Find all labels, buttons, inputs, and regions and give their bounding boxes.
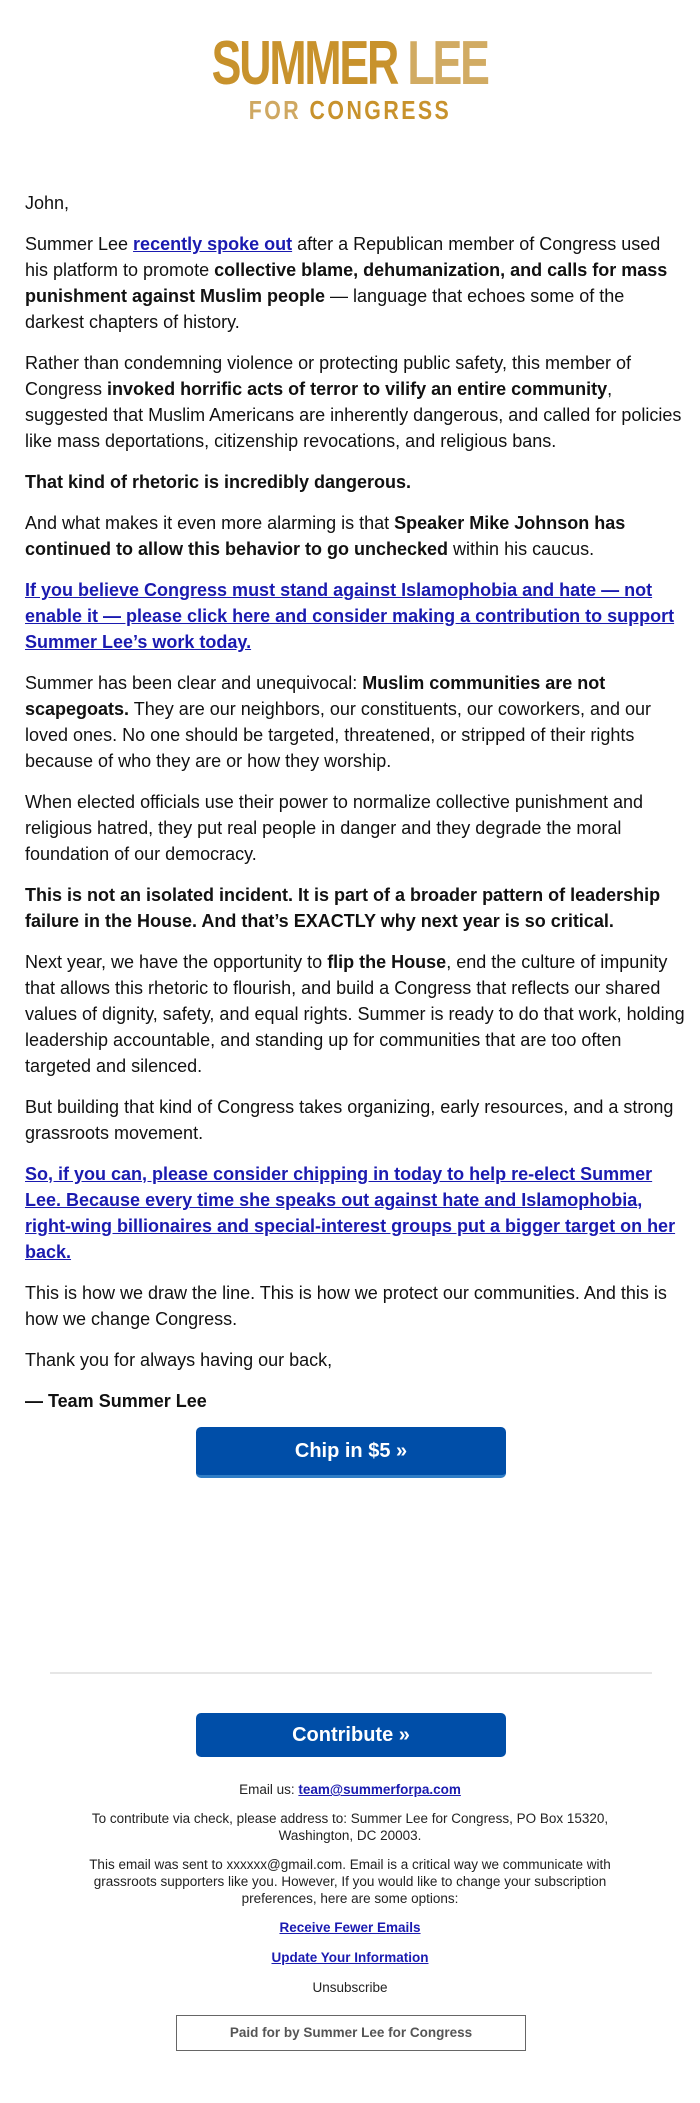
paragraph-1	[25, 231, 685, 335]
contribution-link[interactable]: If you believe Congress must stand against Islamophobia and hate — not enable it — please click here and consider making a contribution to support Summer Lee’s work today.	[25, 580, 675, 652]
text: Rather than condemning violence or protecting public safety, this member of Congress	[25, 353, 631, 399]
text: And what makes it even more alarming is that	[25, 513, 395, 533]
paragraph-13: Thank you for always having our back,	[25, 1350, 333, 1370]
bold-text: This is not an isolated incident. It is part of a broader pattern of leadership failure in the House. And that’s EXACTLY why next year is so critical.	[25, 885, 661, 931]
bold-text: Speaker Mike Johnson has continued to allow this behavior to go unchecked	[25, 513, 626, 559]
text: — language that echoes some of the darkest chapters of history.	[25, 286, 625, 332]
receive-fewer-emails-link[interactable]: Receive Fewer Emails	[279, 1920, 421, 1935]
fewer-emails-line	[70, 1919, 630, 1936]
logo-lee: LEE	[407, 29, 489, 98]
signature-text: — Team Summer Lee	[25, 1391, 207, 1411]
greeting: John,	[25, 193, 70, 213]
email-link[interactable]: team@summerforpa.com	[298, 1782, 461, 1797]
bold-text: invoked horrific acts of terror to vilify an entire community	[107, 379, 608, 399]
chip-in-link[interactable]: So, if you can, please consider chipping in today to help re-elect Summer Lee. Because every time she speaks out against hate and Islamophobia, right-wing billionaires and special-interest groups put a bigger target on her back.	[25, 1164, 676, 1262]
logo-for: FOR	[248, 95, 302, 125]
paragraph-2	[25, 350, 685, 454]
paragraph-4	[25, 510, 685, 562]
paragraph-12: This is how we draw the line. This is how we protect our communities. And this is how we change Congress.	[25, 1283, 667, 1329]
paragraph-5	[25, 577, 685, 655]
paragraph-9	[25, 949, 685, 1079]
text: Summer has been clear and unequivocal:	[25, 673, 363, 693]
paragraph-11	[25, 1161, 685, 1265]
contribute-button[interactable]: Contribute »	[196, 1713, 506, 1757]
chip-in-button[interactable]: Chip in $5 »	[196, 1427, 506, 1478]
update-information-link[interactable]: Update Your Information	[271, 1950, 429, 1965]
email-line	[70, 1781, 630, 1798]
check-address: To contribute via check, please address to: Summer Lee for Congress, PO Box 15320, Washington, DC 20003.	[91, 1811, 609, 1843]
text: , suggested that Muslim Americans are inherently dangerous, and called for policies like mass deportations, citizenship revocations, and religious bans.	[25, 379, 682, 451]
text: They are our neighbors, our constituents, our coworkers, and our loved ones. No one should be targeted, threatened, or stripped of their rights because of who they are or how they worship.	[25, 699, 651, 771]
email-label: Email us:	[239, 1782, 299, 1797]
divider	[50, 1672, 652, 1674]
paragraph-3	[25, 469, 685, 495]
bold-text: Muslim communities are not scapegoats.	[25, 673, 606, 719]
recently-spoke-out-link[interactable]: recently spoke out	[133, 234, 293, 254]
paragraph-10: But building that kind of Congress takes organizing, early resources, and a strong grassroots movement.	[25, 1097, 674, 1143]
update-info-line	[70, 1949, 630, 1966]
unsubscribe-link[interactable]: Unsubscribe	[312, 1980, 388, 1995]
paragraph-8	[25, 882, 685, 934]
logo-congress: CONGRESS	[309, 95, 452, 125]
footer	[70, 1781, 630, 2008]
logo	[0, 29, 700, 125]
text: Summer Lee	[25, 234, 134, 254]
text: Next year, we have the opportunity to	[25, 952, 328, 972]
text: , end the culture of impunity that allows this rhetoric to flourish, and build a Congress that reflects our shared values of dignity, safety, and equal rights. Summer is ready to do that work, holding leadership accountable, and standing up for communities that are too often targeted and silenced.	[25, 952, 685, 1076]
paragraph-7: When elected officials use their power to normalize collective punishment and religious hatred, they put real people in danger and they degrade the moral foundation of our democracy.	[25, 792, 643, 864]
paragraph-6	[25, 670, 685, 774]
email-body	[25, 190, 685, 1429]
bold-text: collective blame, dehumanization, and calls for mass punishment against Muslim people	[25, 260, 668, 306]
paid-for-by-box: Paid for by Summer Lee for Congress	[176, 2015, 526, 2051]
text: after a Republican member of Congress used his platform to promote	[25, 234, 661, 280]
logo-summer: SUMMER	[211, 29, 398, 98]
signature	[25, 1388, 685, 1414]
bold-text: flip the House	[327, 952, 447, 972]
bold-text: That kind of rhetoric is incredibly dangerous.	[25, 472, 412, 492]
text: within his caucus.	[448, 539, 595, 559]
logo-name	[211, 29, 489, 98]
logo-subtitle	[63, 96, 637, 124]
subscription-notice: This email was sent to xxxxxx@gmail.com. Email is a critical way we communicate with grassroots supporters like you. However, If you would like to change your subscription preferences, here are some options:	[89, 1857, 611, 1906]
